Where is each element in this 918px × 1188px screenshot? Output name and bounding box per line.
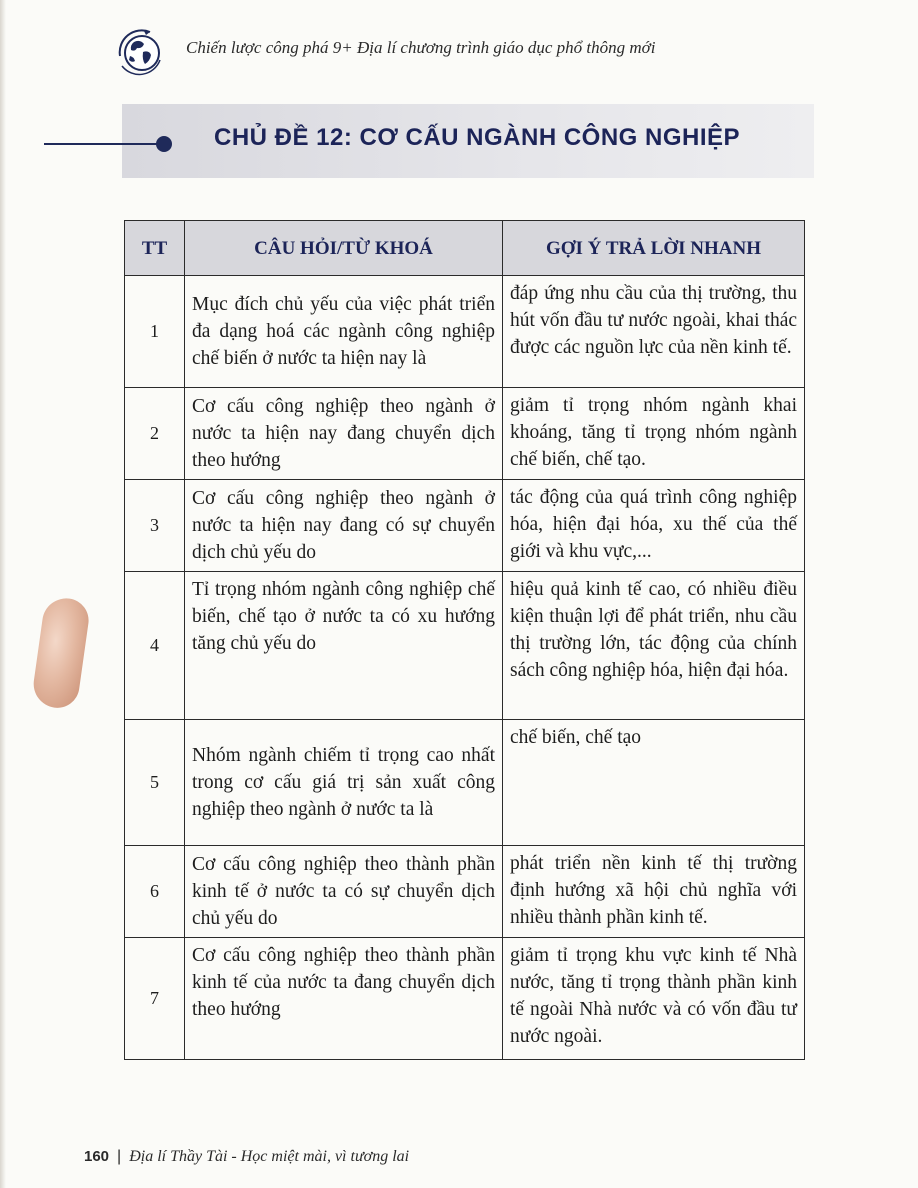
row-question: Cơ cấu công nghiệp theo thành phần kinh tế ở nước ta có sự chuyển dịch chủ yếu do xyxy=(185,846,503,938)
row-number: 2 xyxy=(125,388,185,480)
row-answer: phát triển nền kinh tế thị trường định hướng xã hội chủ nghĩa với nhiều thành phần kinh tế. xyxy=(503,846,805,938)
page-number: 160 xyxy=(84,1148,110,1165)
footer-separator: | xyxy=(117,1148,122,1165)
thumb-image xyxy=(31,595,92,710)
qa-table xyxy=(124,220,805,1060)
footer-text: Địa lí Thầy Tài - Học miệt mài, vì tương lai xyxy=(129,1148,410,1165)
row-question: Cơ cấu công nghiệp theo ngành ở nước ta hiện nay đang có sự chuyển dịch chủ yếu do xyxy=(185,480,503,572)
row-number: 3 xyxy=(125,480,185,572)
row-answer: chế biến, chế tạo xyxy=(503,720,805,846)
row-number: 4 xyxy=(125,572,185,720)
row-number: 6 xyxy=(125,846,185,938)
row-question: Cơ cấu công nghiệp theo thành phần kinh tế của nước ta đang chuyển dịch theo hướng xyxy=(185,938,503,1060)
topic-title: CHỦ ĐỀ 12: CƠ CẤU NGÀNH CÔNG NGHIỆP xyxy=(214,124,741,151)
table-row xyxy=(125,276,805,388)
page-footer xyxy=(84,1148,409,1166)
table-row xyxy=(125,572,805,720)
row-answer: đáp ứng nhu cầu của thị trường, thu hút vốn đầu tư nước ngoài, khai thác được các nguồn lực của nền kinh tế. xyxy=(503,276,805,388)
row-question: Nhóm ngành chiếm tỉ trọng cao nhất trong cơ cấu giá trị sản xuất công nghiệp theo ngành ở nước ta là xyxy=(185,720,503,846)
table-row xyxy=(125,720,805,846)
row-number: 1 xyxy=(125,276,185,388)
row-answer: hiệu quả kinh tế cao, có nhiều điều kiện thuận lợi để phát triển, nhu cầu thị trường lớn, tác động của chính sách công nghiệp hóa, hiện đại hóa. xyxy=(503,572,805,720)
row-answer: giảm tỉ trọng nhóm ngành khai khoáng, tăng tỉ trọng nhóm ngành chế biến, chế tạo. xyxy=(503,388,805,480)
column-header-tt: TT xyxy=(125,221,185,276)
running-header: Chiến lược công phá 9+ Địa lí chương trình giáo dục phổ thông mới xyxy=(186,38,656,57)
row-number: 7 xyxy=(125,938,185,1060)
row-question: Cơ cấu công nghiệp theo ngành ở nước ta hiện nay đang chuyển dịch theo hướng xyxy=(185,388,503,480)
table-row xyxy=(125,480,805,572)
page-edge-shadow xyxy=(0,0,6,1188)
table-header-row xyxy=(125,221,805,276)
topic-bullet-dot xyxy=(156,136,172,152)
row-answer: giảm tỉ trọng khu vực kinh tế Nhà nước, tăng tỉ trọng thành phần kinh tế ngoài Nhà nước và có vốn đầu tư nước ngoài. xyxy=(503,938,805,1060)
row-question: Tỉ trọng nhóm ngành công nghiệp chế biến, chế tạo ở nước ta có xu hướng tăng chủ yếu do xyxy=(185,572,503,720)
row-number: 5 xyxy=(125,720,185,846)
column-header-answer: GỢI Ý TRẢ LỜI NHANH xyxy=(503,221,805,276)
table-row xyxy=(125,388,805,480)
table-row xyxy=(125,846,805,938)
column-header-question: CÂU HỎI/TỪ KHOÁ xyxy=(185,221,503,276)
row-question: Mục đích chủ yếu của việc phát triển đa dạng hoá các ngành công nghiệp chế biến ở nước ta hiện nay là xyxy=(185,276,503,388)
globe-plane-icon xyxy=(114,26,166,78)
row-answer: tác động của quá trình công nghiệp hóa, hiện đại hóa, xu thế của thế giới và khu vực,... xyxy=(503,480,805,572)
topic-line-decoration xyxy=(44,143,164,145)
table-row xyxy=(125,938,805,1060)
